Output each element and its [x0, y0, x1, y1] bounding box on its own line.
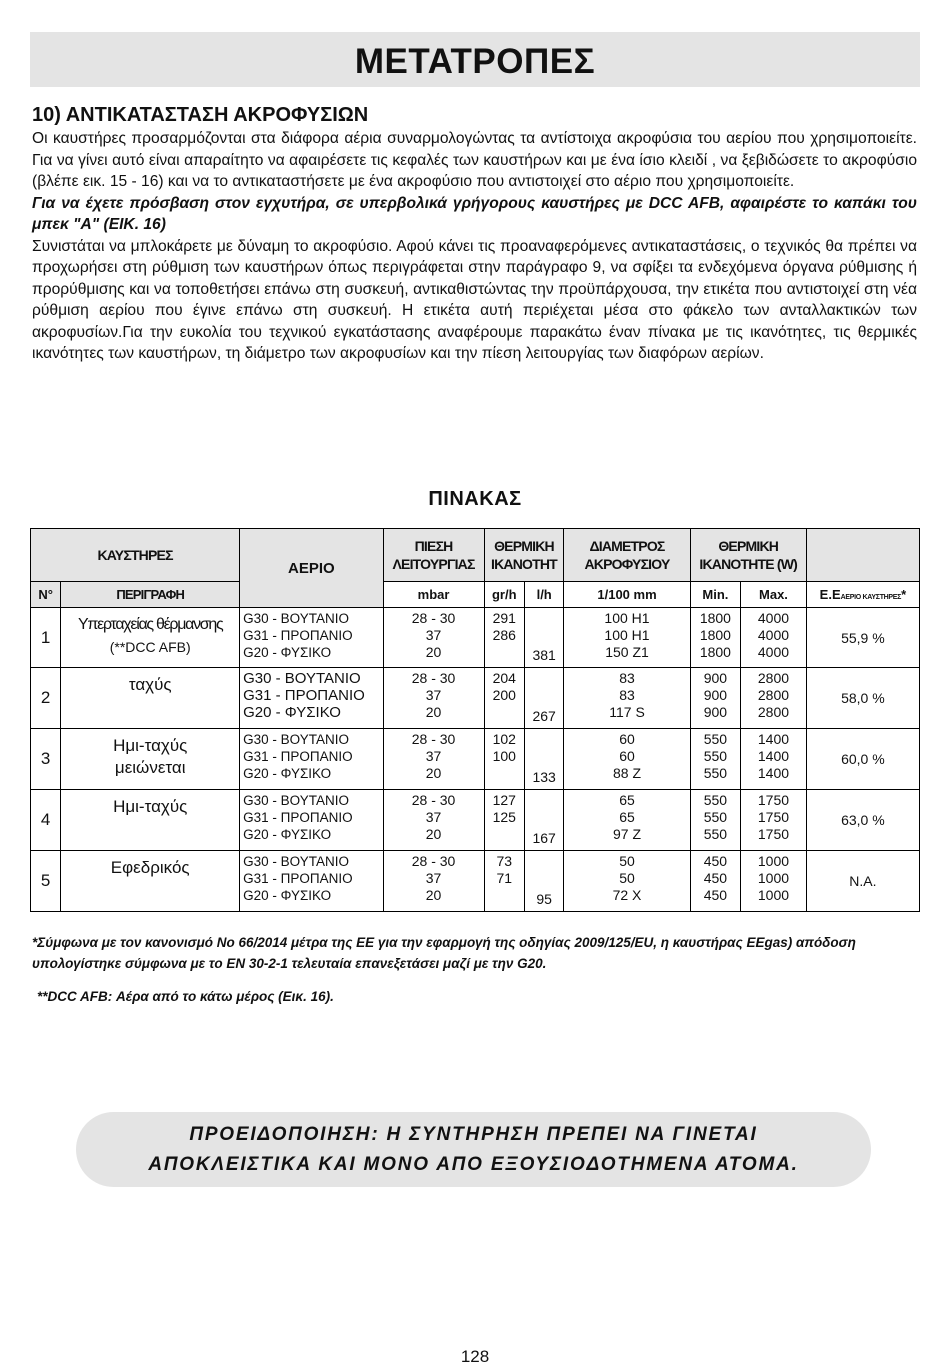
table-row	[31, 729, 920, 790]
header-burners: ΚΑΥΣΤΗΡΕΣ	[31, 529, 240, 582]
header-efficiency-blank	[806, 529, 919, 582]
burner-number: 5	[31, 851, 61, 912]
pressure-value: 28 - 30	[411, 792, 456, 808]
grh-value: 204	[492, 670, 516, 686]
gas-type: G20 - ΦΥΣΙΚΟ	[243, 704, 341, 721]
burner-description	[61, 729, 240, 790]
grh-value: 125	[492, 809, 516, 825]
max-value: 2800	[757, 687, 790, 703]
min-value: 900	[703, 704, 728, 720]
min-value: 550	[703, 748, 728, 764]
gas-type: G31 - ΠΡΟΠΑΝΙΟ	[243, 628, 353, 643]
header-min: Min.	[690, 582, 741, 608]
pressure-value: 37	[425, 627, 442, 643]
nozzle-values	[564, 851, 690, 912]
nozzle-value: 65	[619, 792, 635, 808]
min-value: 550	[703, 826, 728, 842]
max-value: 1750	[757, 809, 790, 825]
header-efficiency	[806, 582, 919, 608]
min-values	[690, 851, 741, 912]
nozzle-values	[564, 608, 690, 668]
header-diameter: ΔΙΑΜΕΤΡΟΣ ΑΚΡΟΦΥΣΙΟΥ	[564, 529, 690, 582]
gas-type: G31 - ΠΡΟΠΑΝΙΟ	[243, 749, 353, 764]
header-ee-main: Ε.Ε	[819, 587, 841, 602]
grh-values	[484, 851, 524, 912]
pressure-value: 28 - 30	[411, 731, 456, 747]
section-heading: 10) ΑΝΤΙΚΑΤΑΣΤΑΣΗ ΑΚΡΟΦΥΣΙΩΝ	[32, 104, 369, 126]
efficiency-value: 60,0 %	[806, 729, 919, 790]
burner-name: ταχύς	[128, 675, 172, 694]
pressure-values	[383, 729, 484, 790]
header-max: Max.	[741, 582, 807, 608]
pressure-value: 20	[425, 887, 442, 903]
header-ee-sub: ΑΕΡΙΟ ΚΑΥΣΤΗΡΕΣ	[840, 594, 902, 601]
gas-type: G30 - ΒΟΥΤΑΝΙΟ	[243, 793, 349, 808]
gas-types	[240, 851, 383, 912]
min-value: 550	[703, 765, 728, 781]
burner-name: Ημι-ταχύς	[113, 797, 188, 816]
nozzle-value: 88 Z	[613, 765, 642, 781]
gas-type: G31 - ΠΡΟΠΑΝΙΟ	[243, 687, 365, 704]
grh-value: 127	[492, 792, 516, 808]
burner-number: 4	[31, 790, 61, 851]
grh-value: 73	[496, 853, 513, 869]
pressure-value: 28 - 30	[411, 853, 456, 869]
pressure-value: 37	[425, 809, 442, 825]
table-row	[31, 851, 920, 912]
max-value: 1400	[757, 765, 790, 781]
header-pressure: ΠΙΕΣΗ ΛΕΙΤΟΥΡΓΙΑΣ	[383, 529, 484, 582]
gas-types	[240, 729, 383, 790]
pressure-value: 20	[425, 644, 442, 660]
max-value: 1750	[757, 826, 790, 842]
nozzle-value: 100 H1	[604, 610, 650, 626]
gas-type: G20 - ΦΥΣΙΚΟ	[243, 645, 332, 660]
header-capacity: ΘΕΡΜΙΚΗ ΙΚΑΝΟΤΗΤΕ (W)	[690, 529, 806, 582]
lh-value: 267	[524, 668, 563, 729]
gas-types	[240, 608, 383, 668]
gas-types	[240, 668, 383, 729]
max-values	[741, 729, 807, 790]
gas-type: G20 - ΦΥΣΙΚΟ	[243, 827, 332, 842]
max-value: 4000	[757, 610, 790, 626]
max-value: 1000	[757, 870, 790, 886]
max-value: 1400	[757, 748, 790, 764]
max-value: 1750	[757, 792, 790, 808]
burner-description	[61, 851, 240, 912]
grh-values	[484, 668, 524, 729]
header-thermal: ΘΕΡΜΙΚΗ ΙΚΑΝΟΤΗΤ	[484, 529, 564, 582]
min-values	[690, 608, 741, 668]
header-gas: ΑΕΡΙΟ	[240, 529, 383, 608]
burner-table	[30, 528, 920, 912]
grh-value: 291	[492, 610, 516, 626]
min-value: 900	[703, 670, 728, 686]
min-value: 550	[703, 809, 728, 825]
pressure-values	[383, 668, 484, 729]
max-value: 1000	[757, 887, 790, 903]
grh-values	[484, 729, 524, 790]
nozzle-values	[564, 790, 690, 851]
pressure-value: 28 - 30	[411, 670, 456, 686]
pressure-value: 20	[425, 765, 442, 781]
max-values	[741, 851, 807, 912]
warning-box	[76, 1112, 871, 1187]
burner-note: μειώνεται	[114, 758, 186, 777]
burner-name: Εφεδρικός	[110, 858, 190, 877]
warning-line: ΠΡΟΕΙΔΟΠΟΙΗΣΗ: Η ΣΥΝΤΗΡΗΣΗ ΠΡΕΠΕΙ ΝΑ ΓΙΝΕΤΑΙ	[189, 1124, 758, 1145]
efficiency-value: 63,0 %	[806, 790, 919, 851]
min-value: 1800	[699, 644, 731, 660]
max-value: 4000	[757, 644, 790, 660]
nozzle-value: 72 X	[612, 887, 642, 903]
burner-description	[61, 668, 240, 729]
table-row	[31, 668, 920, 729]
pressure-values	[383, 608, 484, 668]
gas-types	[240, 790, 383, 851]
gas-type: G20 - ΦΥΣΙΚΟ	[243, 766, 332, 781]
burner-number: 1	[31, 608, 61, 668]
grh-value: 100	[492, 748, 516, 764]
page-title: ΜΕΤΑΤΡΟΠΕΣ	[30, 32, 920, 87]
nozzle-value: 100 H1	[604, 627, 650, 643]
lh-value: 381	[524, 608, 563, 668]
header-mm: 1/100 mm	[564, 582, 690, 608]
min-value: 450	[703, 870, 728, 886]
nozzle-value: 50	[619, 853, 635, 869]
nozzle-value: 65	[619, 809, 635, 825]
grh-value: 200	[492, 687, 516, 703]
gas-type: G20 - ΦΥΣΙΚΟ	[243, 888, 332, 903]
grh-values	[484, 790, 524, 851]
burner-description	[61, 608, 240, 668]
min-values	[690, 790, 741, 851]
min-value: 1800	[699, 610, 731, 626]
gas-type: G30 - ΒΟΥΤΑΝΙΟ	[243, 611, 349, 626]
header-description: ΠΕΡΙΓΡΑΦΗ	[61, 582, 240, 608]
table-row	[31, 790, 920, 851]
nozzle-value: 97 Z	[613, 826, 642, 842]
grh-values	[484, 608, 524, 668]
burner-note: (**DCC AFB)	[109, 639, 191, 655]
gas-type: G30 - ΒΟΥΤΑΝΙΟ	[243, 732, 349, 747]
nozzle-value: 60	[619, 731, 635, 747]
min-value: 450	[703, 887, 728, 903]
footnote-regulation: *Σύμφωνα με τον κανονισμό No 66/2014 μέτρα της ΕΕ για την εφαρμογή της οδηγίας 2009/125/EU, η καυστήρας EEgas) απόδοση υπολογίστηκε σύμφωνα με το EN 30-2-1 τελευταία επανεξετάσει μαζί με την G20.	[32, 935, 856, 971]
nozzle-value: 150 Z1	[605, 644, 649, 660]
grh-value: 102	[492, 731, 516, 747]
pressure-values	[383, 790, 484, 851]
min-value: 900	[703, 687, 728, 703]
header-lh: l/h	[524, 582, 563, 608]
nozzle-value: 117 S	[609, 704, 645, 720]
nozzle-value: 50	[619, 870, 635, 886]
nozzle-value: 83	[619, 670, 635, 686]
gas-type: G31 - ΠΡΟΠΑΝΙΟ	[243, 871, 353, 886]
nozzle-value: 83	[619, 687, 635, 703]
grh-value: 286	[492, 627, 516, 643]
min-values	[690, 668, 741, 729]
max-value: 1000	[757, 853, 790, 869]
max-value: 2800	[757, 704, 790, 720]
efficiency-value: 58,0 %	[806, 668, 919, 729]
efficiency-value: 55,9 %	[806, 608, 919, 668]
min-values	[690, 729, 741, 790]
header-no: N°	[31, 582, 61, 608]
max-values	[741, 790, 807, 851]
min-value: 550	[703, 731, 728, 747]
burner-name: Υπερταχείας θέρμανσης	[78, 616, 223, 633]
max-values	[741, 668, 807, 729]
table-title: ΠΙΝΑΚΑΣ	[428, 488, 522, 510]
nozzle-value: 60	[619, 748, 635, 764]
paragraph-instructions: Συνιστάται να μπλοκάρετε με δύναμη το ακροφύσιο. Αφού κάνει τις προαναφερόμενες αντικαταστάσεις, ο τεχνικός θα πρέπει να προχωρήσει στη ρύθμιση των καυστήρων όπως περιγράφεται στην παράγραφο 9, να σφίξει τα ενδεχόμενα όργανα ρύθμισης ή προρύθμισης και να τοποθετήσει επάνω στη συσκευή, αντικαθιστώντας την προϋπάρχουσα, την ετικέτα που αντιστοιχεί στη νέα ρύθμιση αερίου που έγινε επάνω στη συσκευή. Η ετικέτα αυτή περιέχεται μέσα στο φάκελο των ανταλλακτικών των ακροφυσίων.Για την ευκολία του τεχνικού εγκατάστασης αναφέρουμε παρακάτω έναν πίνακα με τις ικανότητες, τις θερμικές ικανότητες των καυστήρων, τη διάμετρο των ακροφυσίων και την πίεση λειτουργίας των διαφόρων αερίων.	[32, 237, 917, 362]
page-number: 128	[460, 1347, 490, 1366]
min-value: 550	[703, 792, 728, 808]
efficiency-value: N.A.	[806, 851, 919, 912]
pressure-value: 28 - 30	[411, 610, 456, 626]
pressure-values	[383, 851, 484, 912]
max-value: 4000	[757, 627, 790, 643]
header-grh: gr/h	[484, 582, 524, 608]
table-row	[31, 608, 920, 668]
grh-value: 71	[496, 870, 513, 886]
warning-line: ΑΠΟΚΛΕΙΣΤΙΚΑ ΚΑΙ ΜΟΝΟ ΑΠΟ ΕΞΟΥΣΙΟΔΟΤΗΜΕΝΑ ΑΤΟΜΑ.	[148, 1154, 799, 1175]
pressure-value: 37	[425, 748, 442, 764]
lh-value: 167	[524, 790, 563, 851]
pressure-value: 20	[425, 826, 442, 842]
nozzle-values	[564, 729, 690, 790]
paragraph-intro: Οι καυστήρες προσαρμόζονται στα διάφορα αέρια συναρμολογώντας τα αντίστοιχα ακροφύσια του αερίου που χρησιμοποιείτε. Για να γίνει αυτό είναι απαραίτητο να αφαιρέσετε τις κεφαλές των καυστήρων και με ένα ίσιο κλειδί , να ξεβιδώσετε το ακροφύσιο (βλέπε εικ. 15 - 16) και να το αντικαταστήσετε με ένα ακροφύσιο που αντιστοιχεί στο αέριο που χρησιμοποιείτε.	[32, 130, 917, 190]
min-value: 450	[703, 853, 728, 869]
body-text	[32, 128, 917, 365]
pressure-value: 37	[425, 687, 442, 703]
burner-number: 3	[31, 729, 61, 790]
burner-description	[61, 790, 240, 851]
max-values	[741, 608, 807, 668]
pressure-value: 20	[425, 704, 442, 720]
paragraph-emphasis: Για να έχετε πρόσβαση στον εγχυτήρα, σε υπερβολικά γρήγορους καυστήρες με DCC AFB, αφαιρέστε το καπάκι του μπεκ "A" (ΕΙΚ. 16)	[32, 194, 917, 233]
burner-name: Ημι-ταχύς	[113, 736, 188, 755]
header-mbar: mbar	[383, 582, 484, 608]
gas-type: G30 - ΒΟΥΤΑΝΙΟ	[243, 670, 361, 687]
min-value: 1800	[699, 627, 731, 643]
pressure-value: 37	[425, 870, 442, 886]
nozzle-values	[564, 668, 690, 729]
footnote-dcc-afb: **DCC AFB: Αέρα από το κάτω μέρος (Εικ. 16).	[37, 989, 334, 1004]
gas-type: G31 - ΠΡΟΠΑΝΙΟ	[243, 810, 353, 825]
burner-number: 2	[31, 668, 61, 729]
gas-type: G30 - ΒΟΥΤΑΝΙΟ	[243, 854, 349, 869]
header-ee-star: *	[901, 587, 907, 602]
max-value: 1400	[757, 731, 790, 747]
lh-value: 133	[524, 729, 563, 790]
max-value: 2800	[757, 670, 790, 686]
lh-value: 95	[524, 851, 563, 912]
